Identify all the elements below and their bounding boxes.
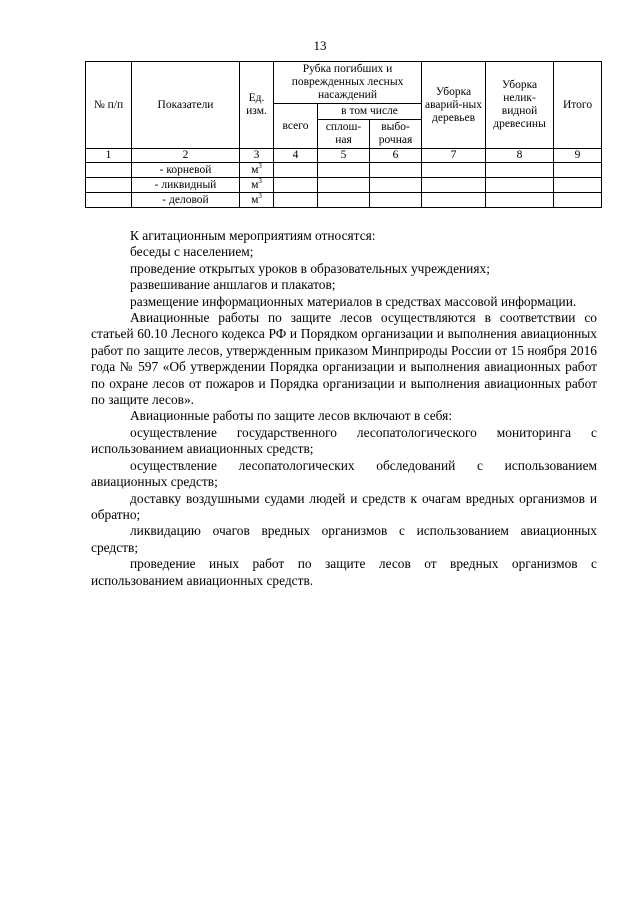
table-cell: [86, 163, 132, 178]
column-number: 1: [86, 149, 132, 163]
table-cell: [370, 178, 422, 193]
table-row: [86, 178, 602, 193]
table-cell: [318, 163, 370, 178]
table-cell: [486, 163, 554, 178]
header-num: № п/п: [86, 62, 132, 149]
column-number: 4: [274, 149, 318, 163]
table-cell: [422, 163, 486, 178]
table-cell: [318, 178, 370, 193]
paragraph: Авиационные работы по защите лесов осуществляются в соответствии со статьей 60.10 Лесного кодекса РФ и Порядком организации и выполнения авиационных работ по защите лесов, утвержденным приказом Минприроды России от 15 ноября 2016 года № 597 «Об утверждении Порядка организации и выполнения авиационных работ по охране лесов от пожаров и Порядка организации и выполнения авиационных работ по защите лесов».: [91, 310, 597, 408]
table-row: [86, 193, 602, 208]
column-number: 5: [318, 149, 370, 163]
table-cell: [86, 193, 132, 208]
paragraph: Авиационные работы по защите лесов включают в себя:: [130, 408, 453, 424]
header-including: в том числе: [318, 104, 422, 120]
row-unit: $м^3$: [240, 193, 274, 208]
paragraph: осуществление государственного лесопатологического мониторинга с использованием авиационных средств;: [91, 424, 597, 457]
header-emergency: Уборка аварий-ных деревьев: [422, 62, 486, 149]
column-number: 7: [422, 149, 486, 163]
table-cell: [554, 163, 602, 178]
table-cell: [274, 178, 318, 193]
row-indicator: - ликвидный: [132, 178, 240, 193]
column-number: 9: [554, 149, 602, 163]
forest-work-table: [85, 61, 602, 208]
table-cell: [86, 178, 132, 193]
header-unit: Ед. изм.: [240, 62, 274, 149]
header-indicator: Показатели: [132, 62, 240, 149]
header-total: всего: [274, 104, 318, 149]
table-cell: [370, 193, 422, 208]
paragraph: беседы с населением;: [130, 244, 254, 260]
paragraph: осуществление лесопатологических обследований с использованием авиационных средств;: [91, 457, 597, 490]
paragraph: К агитационным мероприятиям относятся:: [130, 228, 376, 243]
table-cell: [554, 178, 602, 193]
column-number: 3: [240, 149, 274, 163]
header-illiquid: Уборка нелик-видной древесины: [486, 62, 554, 149]
row-indicator: - деловой: [132, 193, 240, 208]
table-row: [86, 163, 602, 178]
table-cell: [274, 193, 318, 208]
column-number: 2: [132, 149, 240, 163]
header-felling-group: Рубка погибших и поврежденных лесных насаждений: [274, 62, 422, 104]
paragraph: проведение открытых уроков в образовательных учреждениях;: [130, 260, 490, 276]
paragraph: размещение информационных материалов в средствах массовой информации.: [130, 293, 577, 309]
paragraph: проведение иных работ по защите лесов от вредных организмов с использованием авиационных средств.: [91, 556, 597, 588]
header-itogo: Итого: [554, 62, 602, 149]
paragraph: доставку воздушными судами людей и средств к очагам вредных организмов и обратно;: [91, 490, 597, 522]
table-cell: [422, 193, 486, 208]
header-clear: сплош-ная: [318, 120, 370, 149]
body-text: [91, 228, 597, 589]
table-cell: [486, 193, 554, 208]
table-cell: [422, 178, 486, 193]
column-number: 6: [370, 149, 422, 163]
paragraph: развешивание аншлагов и плакатов;: [130, 277, 336, 293]
header-selective: выбо-рочная: [370, 120, 422, 149]
table-cell: [370, 163, 422, 178]
paragraph: ликвидацию очагов вредных организмов с использованием авиационных средств;: [91, 523, 597, 555]
page-number: 13: [313, 38, 327, 53]
table-cell: [274, 163, 318, 178]
column-number: 8: [486, 149, 554, 163]
column-number-row: [86, 149, 602, 163]
row-unit: $м^3$: [240, 178, 274, 193]
table-cell: [486, 178, 554, 193]
table-cell: [554, 193, 602, 208]
table-cell: [318, 193, 370, 208]
row-unit: $м^3$: [240, 163, 274, 178]
row-indicator: - корневой: [132, 163, 240, 178]
